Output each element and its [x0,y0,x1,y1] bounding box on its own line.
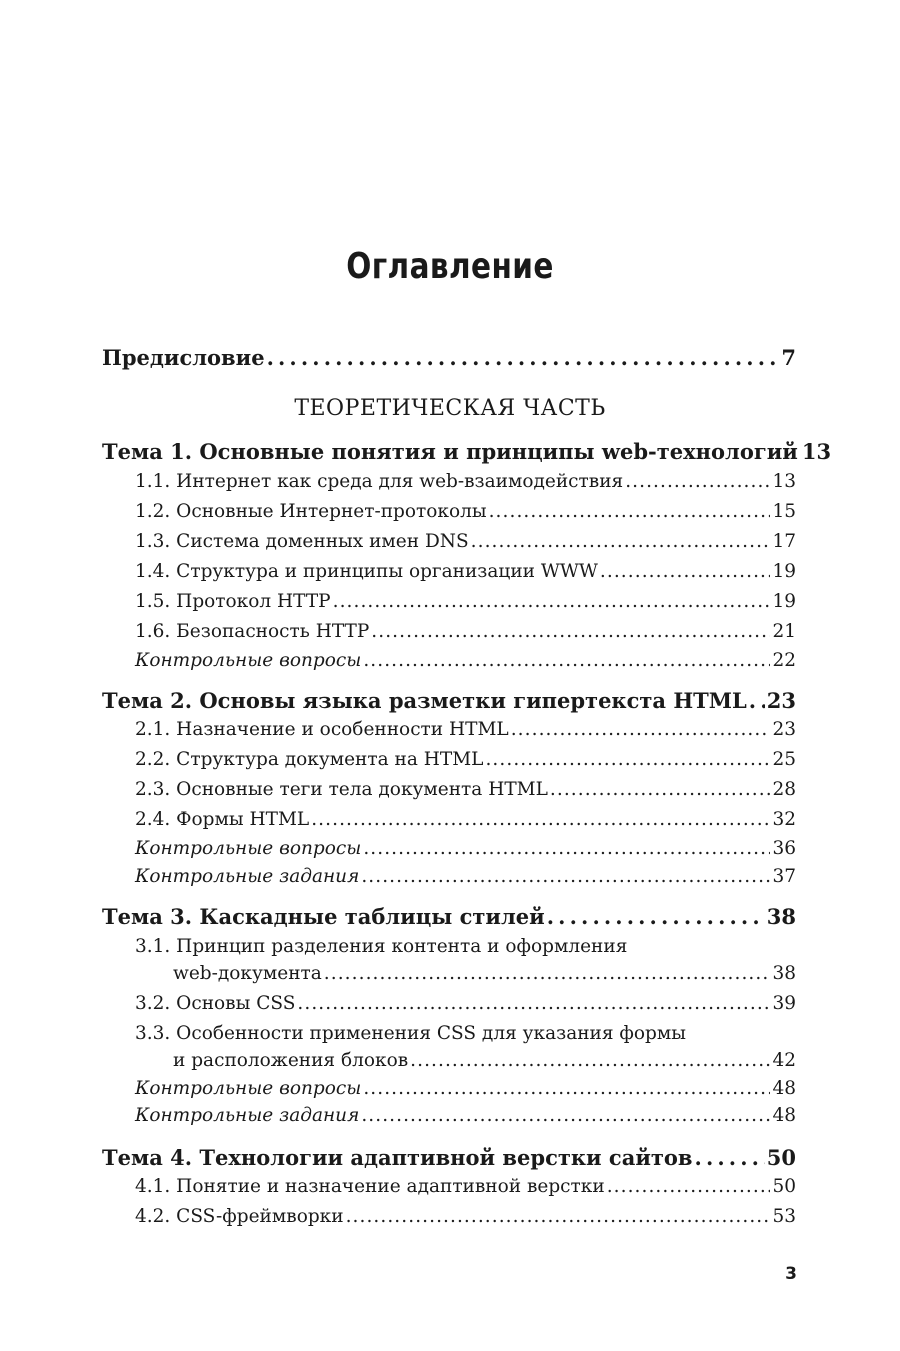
toc-item-page: 21 [772,621,796,642]
toc-item-label: Контрольные вопросы [135,1078,362,1099]
toc-item-questions[interactable] [135,1078,796,1099]
toc-item-page: 22 [772,650,796,671]
toc-topic-1[interactable] [102,439,832,464]
toc-topic-label: Тема 3. Каскадные таблицы стилей [102,904,545,929]
toc-item[interactable] [135,621,796,642]
page-number: 3 [785,1264,797,1284]
leader-dots [363,650,770,671]
section-heading: ТЕОРЕТИЧЕСКАЯ ЧАСТЬ [294,396,606,421]
toc-item-label: 2.4. Формы HTML [135,809,310,830]
toc-item-page: 36 [772,838,796,859]
toc-topic-label: Тема 4. Технологии адаптивной верстки сайтов [102,1145,693,1170]
toc-item-label: и расположения блоков [173,1050,409,1071]
leader-dots [511,719,771,740]
toc-item[interactable] [135,779,796,800]
toc-entry-page: 7 [781,345,796,370]
toc-item[interactable] [135,749,796,770]
toc-item[interactable] [173,963,796,984]
leader-dots [346,1206,771,1227]
toc-item-label: 2.1. Назначение и особенности HTML [135,719,509,740]
leader-dots [625,471,770,492]
toc-item-page: 32 [772,809,796,830]
toc-item-label-line1[interactable]: 3.1. Принцип разделения контента и оформления [135,936,628,957]
toc-item-page: 50 [772,1176,796,1197]
leader-dots [550,779,771,800]
toc-item-page: 19 [772,591,796,612]
toc-item-page: 37 [772,866,796,887]
toc-item[interactable] [135,809,796,830]
toc-item-page: 25 [772,749,796,770]
toc-item-label: 2.3. Основные теги тела документа HTML [135,779,548,800]
toc-item[interactable] [135,561,796,582]
leader-dots [749,688,765,713]
toc-topic-3[interactable] [102,904,796,929]
toc-item[interactable] [135,1176,796,1197]
toc-item-label: 2.2. Структура документа на HTML [135,749,484,770]
leader-dots [311,809,770,830]
leader-dots [361,1105,770,1126]
toc-item-page: 19 [772,561,796,582]
toc-topic-2[interactable] [102,688,796,713]
leader-dots [547,904,765,929]
toc-item[interactable] [135,471,796,492]
leader-dots [600,561,771,582]
leader-dots [324,963,771,984]
toc-item-questions[interactable] [135,650,796,671]
toc-item-label: web-документа [173,963,322,984]
toc-item-label: 1.1. Интернет как среда для web-взаимодействия [135,471,624,492]
toc-item-page: 23 [772,719,796,740]
leader-dots [363,838,770,859]
toc-topic-page: 23 [766,688,796,713]
toc-item-label: Контрольные задания [135,866,360,887]
toc-item-page: 48 [772,1105,796,1126]
toc-item-label: Контрольные вопросы [135,838,362,859]
toc-item[interactable] [135,719,796,740]
toc-item[interactable] [135,531,796,552]
toc-item[interactable] [135,501,796,522]
toc-item-label: 1.5. Протокол HTTP [135,591,331,612]
toc-item-label: 3.2. Основы CSS [135,993,296,1014]
toc-item-label: 1.3. Система доменных имен DNS [135,531,469,552]
leader-dots [410,1050,770,1071]
leader-dots [363,1078,770,1099]
toc-topic-page: 50 [766,1145,796,1170]
leader-dots [489,501,771,522]
toc-item-label-line1[interactable]: 3.3. Особенности применения CSS для указания формы [135,1023,687,1044]
toc-item-page: 38 [772,963,796,984]
toc-item-label: 4.1. Понятие и назначение адаптивной верстки [135,1176,605,1197]
leader-dots [471,531,771,552]
toc-item[interactable] [135,591,796,612]
leader-dots [485,749,770,770]
toc-item-label: 4.2. CSS-фреймворки [135,1206,344,1227]
page-title: Оглавление [346,246,554,287]
leader-dots [695,1145,765,1170]
toc-item-label: Контрольные задания [135,1105,360,1126]
toc-item-page: 53 [772,1206,796,1227]
toc-item-page: 17 [772,531,796,552]
toc-entry-label: Предисловие [102,345,265,370]
toc-item[interactable] [173,1050,796,1071]
toc-item[interactable] [135,1206,796,1227]
toc-item-tasks[interactable] [135,1105,796,1126]
toc-item-page: 15 [772,501,796,522]
toc-item-page: 48 [772,1078,796,1099]
toc-topic-page: 13 [801,439,832,464]
toc-topic-4[interactable] [102,1145,796,1170]
toc-topic-label: Тема 1. Основные понятия и принципы web-технологий [102,439,798,464]
leader-dots [371,621,770,642]
toc-item-label: 1.6. Безопасность HTTP [135,621,370,642]
toc-item-page: 13 [772,471,796,492]
leader-dots [297,993,770,1014]
toc-item-page: 39 [772,993,796,1014]
toc-item-page: 28 [772,779,796,800]
toc-entry-preface[interactable] [102,345,796,370]
toc-item[interactable] [135,993,796,1014]
leader-dots [361,866,770,887]
leader-dots [333,591,771,612]
leader-dots [607,1176,771,1197]
leader-dots [267,345,780,370]
toc-item-label: Контрольные вопросы [135,650,362,671]
toc-topic-page: 38 [766,904,796,929]
toc-item-label: 1.4. Структура и принципы организации WWW [135,561,598,582]
toc-item-questions[interactable] [135,838,796,859]
toc-item-tasks[interactable] [135,866,796,887]
toc-item-label: 1.2. Основные Интернет-протоколы [135,501,487,522]
toc-item-page: 42 [772,1050,796,1071]
toc-topic-label: Тема 2. Основы языка разметки гипертекста HTML [102,688,747,713]
